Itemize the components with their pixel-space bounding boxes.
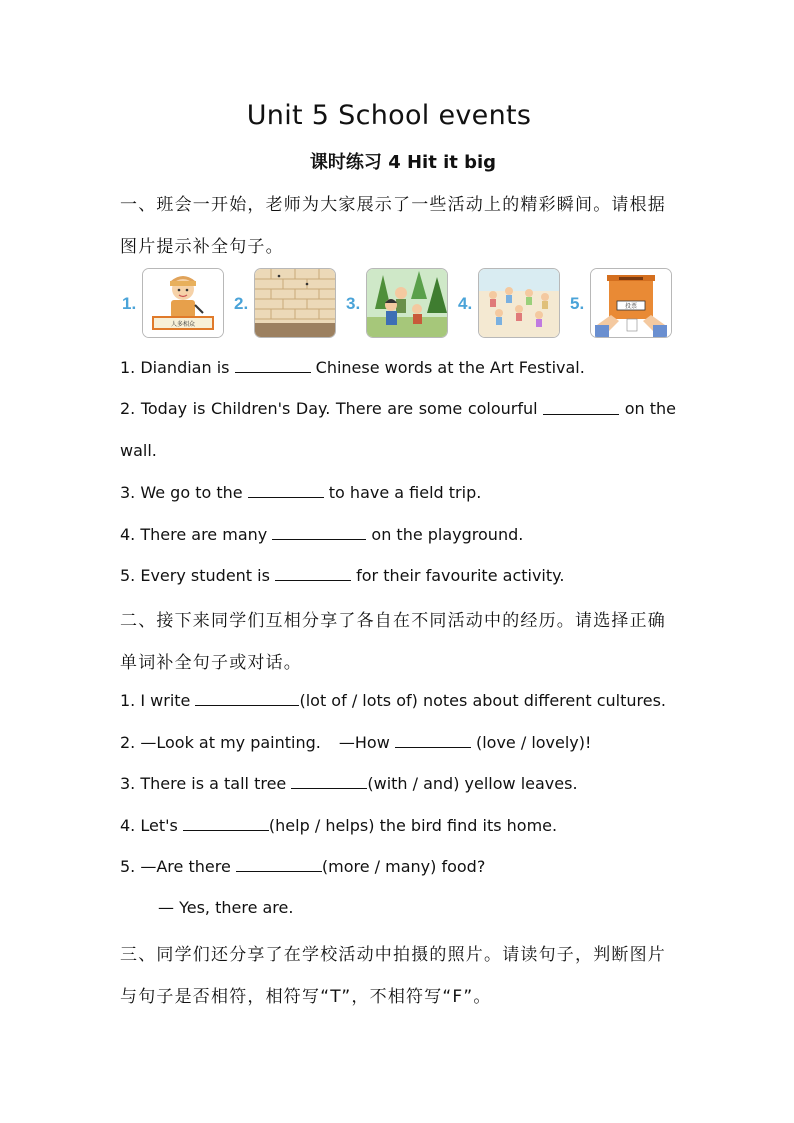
calligraphy-sign-text: 人多相众 xyxy=(170,321,196,328)
section1-instruction xyxy=(120,190,676,215)
picture-number-1: 1. xyxy=(122,294,137,313)
answer-blank[interactable] xyxy=(543,399,619,415)
s2-question-5-answer: — Yes, there are. xyxy=(158,898,294,917)
answer-blank[interactable] xyxy=(195,690,299,706)
section3-instruction-line2: 与句子是否相符，相符写“T”，不相符写“F”。 xyxy=(120,987,492,1007)
section3-instruction xyxy=(120,940,676,965)
playground-children-icon xyxy=(478,268,560,338)
brick-wall-icon xyxy=(254,268,336,338)
s2-question-1: 1. I write (lot of / lots of) notes about different cultures. xyxy=(120,691,667,710)
forest-field-trip-icon xyxy=(366,268,448,338)
s1-question-5: 5. Every student is for their favourite activity. xyxy=(120,566,565,585)
answer-blank[interactable] xyxy=(235,357,311,373)
section3-instruction-line1: 三、同学们还分享了在学校活动中拍摄的照片。请读句子，判断图片 xyxy=(120,945,666,965)
section2-instruction-line1: 二、接下来同学们互相分享了各自在不同活动中的经历。请选择正确 xyxy=(120,611,666,631)
picture-strip xyxy=(120,268,676,338)
picture-number-2: 2. xyxy=(234,294,249,313)
answer-blank[interactable] xyxy=(275,565,351,581)
s1-question-4: 4. There are many on the playground. xyxy=(120,525,524,544)
answer-blank[interactable] xyxy=(272,524,366,540)
picture-number-5: 5. xyxy=(570,294,585,313)
section2-instruction-line2: 单词补全句子或对话。 xyxy=(120,653,302,673)
s2-question-4: 4. Let's (help / helps) the bird find its home. xyxy=(120,816,558,835)
ballot-label-text: 投票 xyxy=(624,303,638,310)
lesson-subtitle: 课时练习 4 Hit it big xyxy=(309,152,497,173)
s1-question-1: 1. Diandian is Chinese words at the Art Festival. xyxy=(120,358,585,377)
s2-question-2: 2. —Look at my painting. —How (love / lovely)! xyxy=(120,733,592,752)
answer-blank[interactable] xyxy=(395,732,471,748)
picture-number-3: 3. xyxy=(346,294,361,313)
answer-blank[interactable] xyxy=(183,815,269,831)
answer-blank[interactable] xyxy=(291,773,367,789)
answer-blank[interactable] xyxy=(248,482,324,498)
s1-question-2-cont: wall. xyxy=(120,441,157,460)
s1-question-3: 3. We go to the to have a field trip. xyxy=(120,483,482,502)
section2-instruction xyxy=(120,606,676,631)
answer-blank[interactable] xyxy=(236,856,322,872)
section1-instruction-line2: 图片提示补全句子。 xyxy=(120,237,284,257)
s1-question-2: 2. Today is Children's Day. There are some colourful on the xyxy=(120,399,676,418)
boy-writing-calligraphy-icon xyxy=(142,268,224,338)
s2-question-5: 5. —Are there (more / many) food? xyxy=(120,857,486,876)
picture-number-4: 4. xyxy=(458,294,473,313)
page-title: Unit 5 School events xyxy=(246,100,532,131)
voting-ballot-box-icon xyxy=(590,268,672,338)
section1-instruction-line1: 一、班会一开始，老师为大家展示了一些活动上的精彩瞬间。请根据 xyxy=(120,195,666,215)
s2-question-3: 3. There is a tall tree (with / and) yellow leaves. xyxy=(120,774,578,793)
